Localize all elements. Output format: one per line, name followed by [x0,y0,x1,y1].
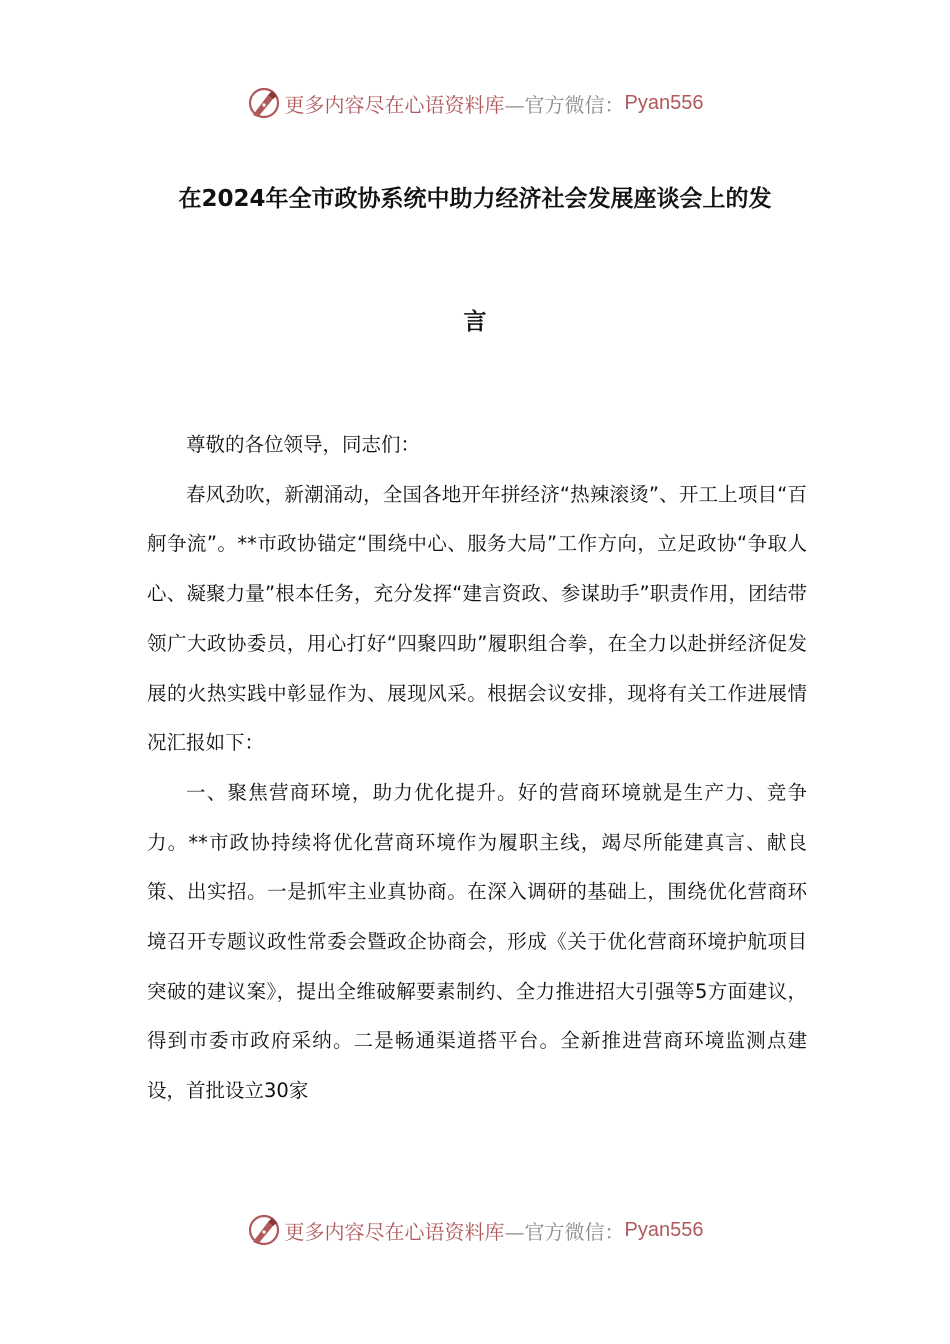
watermark-text-wechat-id: Pyan556 [624,91,704,114]
watermark-text-wechat-id: Pyan556 [624,1218,704,1241]
document-title-line-2: 言 [463,309,487,335]
watermark-text-library: 更多内容尽在心语资料库 [284,1219,505,1244]
salutation-paragraph: 尊敬的各位领导，同志们： [186,433,421,456]
document-title-line-1: 在2024年全市政协系统中助力经济社会发展座谈会上的发 [178,186,772,212]
watermark-text-wechat-label: —官方微信： [504,1219,625,1244]
pen-nib-logo-icon [247,1213,281,1247]
document-body [147,420,807,1116]
intro-paragraph: 春风劲吹，新潮涌动，全国各地开年拼经济“热辣滚烫”、开工上项目“百舸争流”。**市政协锚定“围绕中心、服务大局”工作方向，立足政协“争取人心、凝聚力量”根本任务，充分发挥“建言资政、参谋助手”职责作用，团结带领广大政协委员，用心打好“四聚四助”履职组合拳，在全力以赴拼经济促发展的火热实践中彰显作为、展现风采。根据会议安排，现将有关工作进展情况汇报如下： [147,482,807,755]
section-one-paragraph: 一、聚焦营商环境，助力优化提升。好的营商环境就是生产力、竞争力。**市政协持续将优化营商环境作为履职主线，竭尽所能建真言、献良策、出实招。一是抓牢主业真协商。在深入调研的基础上，围绕优化营商环境召开专题议政性常委会暨政企协商会，形成《关于优化营商环境护航项目突破的建议案》，提出全维破解要素制约、全力推进招大引强等5方面建议，得到市委市政府采纳。二是畅通渠道搭平台。全新推进营商环境监测点建设，首批设立30家 [147,780,807,1103]
watermark-header [0,83,950,123]
watermark-footer [0,1210,950,1250]
pen-nib-logo-icon [247,86,281,120]
watermark-text-library: 更多内容尽在心语资料库 [284,92,505,117]
watermark-text-wechat-label: —官方微信： [504,92,625,117]
